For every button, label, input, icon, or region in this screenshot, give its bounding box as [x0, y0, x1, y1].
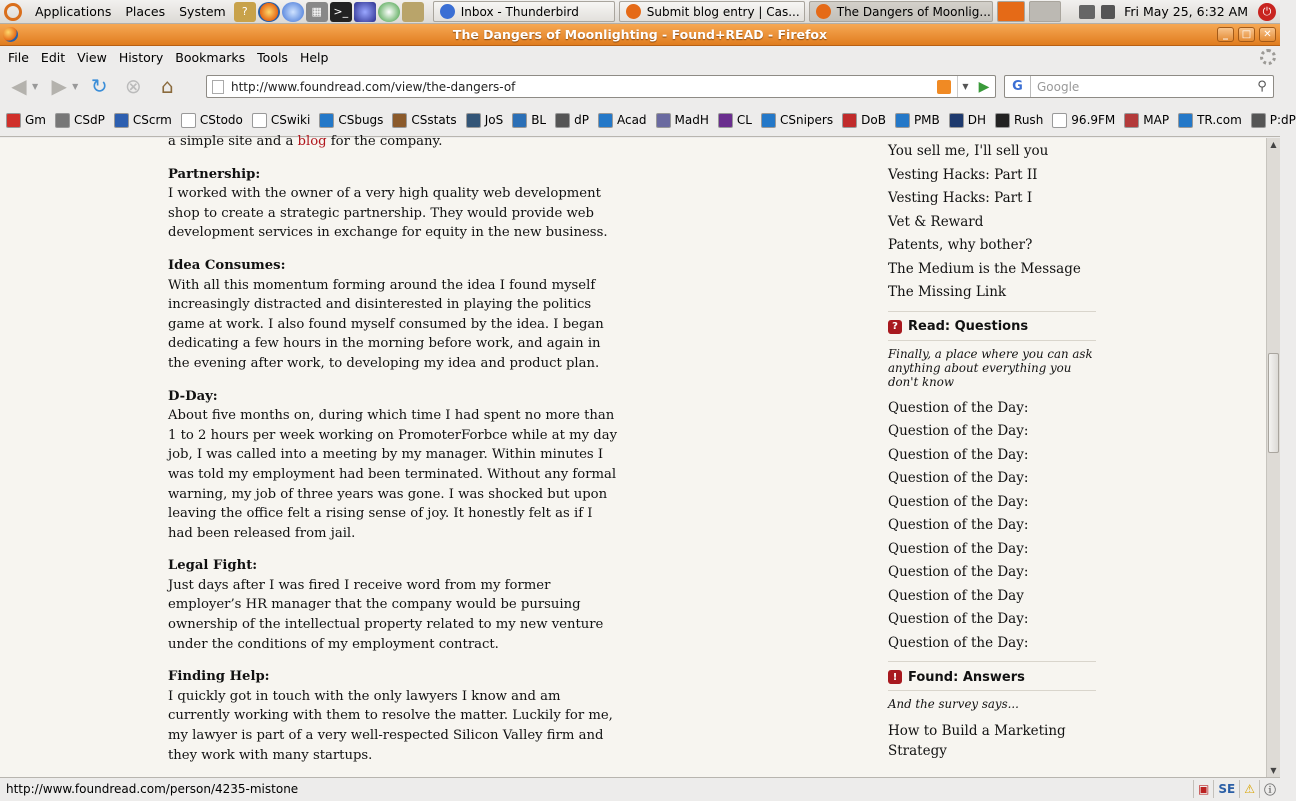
section-heading: Finding Help: — [168, 669, 270, 685]
question-link[interactable]: Question of the Day: — [888, 611, 1029, 627]
article-section — [168, 256, 618, 374]
forward-history-dropdown-icon[interactable]: ▼ — [72, 81, 79, 91]
vertical-scrollbar[interactable] — [1266, 138, 1280, 777]
panel-menu-system[interactable]: System — [179, 4, 226, 19]
stop-icon[interactable]: ⊗ — [124, 74, 142, 98]
seo-addon-icon[interactable]: SE — [1213, 780, 1239, 798]
menu-help[interactable]: Help — [299, 49, 329, 65]
network-icon[interactable] — [1079, 5, 1095, 19]
bookmark-favicon-icon — [392, 113, 407, 128]
answer-link[interactable]: How to Build a Marketing Strategy — [888, 723, 1066, 759]
bookmark-pmb[interactable]: PMB — [895, 113, 940, 128]
section-heading: Idea Consumes: — [168, 257, 286, 273]
bookmark-dob[interactable]: DoB — [842, 113, 886, 128]
power-icon[interactable]: ⏻ — [1258, 3, 1276, 21]
taskbar-submit-blog[interactable]: Submit blog entry | Cas... — [619, 1, 805, 22]
article-section — [168, 667, 618, 765]
question-link[interactable]: Question of the Day: — [888, 470, 1029, 486]
thunderbird-launcher-icon[interactable] — [282, 2, 304, 22]
archive-launcher-icon[interactable] — [402, 2, 424, 22]
sidebar-post-link[interactable]: The Missing Link — [888, 284, 1007, 300]
thunderbird-icon — [440, 4, 455, 19]
eclipse-launcher-icon[interactable] — [354, 2, 376, 22]
taskbar-empty-slot[interactable] — [1029, 1, 1061, 22]
rss-feed-icon[interactable] — [937, 80, 951, 94]
bookmark-bl[interactable]: BL — [512, 113, 546, 128]
section-heading: Partnership: — [168, 166, 261, 182]
status-text: http://www.foundread.com/person/4235-mistone — [6, 782, 299, 796]
questions-description: Finally, a place where you can ask anything about everything you don't know — [888, 346, 1093, 389]
article-section — [168, 165, 618, 243]
terminal-launcher-icon[interactable]: >_ — [330, 2, 352, 22]
section-text: I quickly got in touch with the only lawyers I know and am currently working with them to resolve the matter. Luckily for me, my lawyer is part of a very well-respected Silicon Valley firm and they work with many startups. — [168, 688, 613, 763]
bookmark-madh[interactable]: MadH — [656, 113, 709, 128]
bookmark-favicon-icon — [6, 113, 21, 128]
answers-heading: ! Found: Answers — [888, 661, 1096, 691]
question-link[interactable]: Question of the Day: — [888, 423, 1029, 439]
sidebar-post-link[interactable]: You sell me, I'll sell you — [888, 143, 1049, 159]
bookmark-96-9fm[interactable]: 96.9FM — [1052, 113, 1115, 128]
bookmark-favicon-icon — [512, 113, 527, 128]
panel-menu-applications[interactable]: Applications — [35, 4, 112, 19]
bookmark-favicon-icon — [1124, 113, 1139, 128]
question-link[interactable]: Question of the Day: — [888, 446, 1029, 463]
question-link[interactable]: Question of the Day: — [888, 540, 1029, 557]
status-bar — [0, 777, 1280, 800]
bookmark-favicon-icon — [55, 113, 70, 128]
menu-tools[interactable]: Tools — [257, 49, 288, 65]
menu-edit[interactable]: Edit — [40, 49, 66, 65]
search-icon[interactable]: ⚲ — [1257, 79, 1267, 94]
section-text: About five months on, during which time I had spent no more than 1 to 2 hours per week working on PromoterForbce while at my day job, I was called into a meeting by my manager. Within minutes I was told my employment had been terminated. Without any formal warning, my job of three years was gone. I was shocked but upon leaving the office felt a rising sense of joy. It honestly felt as if I had been released from jail. — [168, 408, 618, 541]
bookmark-dp[interactable]: dP — [555, 113, 589, 128]
section-text: Just days after I was fired I receive word from my former employer’s HR manager that the company would be pursuing ownership of the intellectual property related to my new venture under the conditions of my employment contract. — [168, 577, 604, 652]
bookmark-favicon-icon — [895, 113, 910, 128]
menu-file[interactable]: File — [8, 49, 29, 65]
bookmark-csnipers[interactable]: CSnipers — [761, 113, 833, 128]
bookmark-cswiki[interactable]: CSwiki — [252, 113, 310, 128]
bookmark-csbugs[interactable]: CSbugs — [319, 113, 383, 128]
question-mark-icon: ? — [888, 320, 902, 334]
sidebar-post-link[interactable]: Vesting Hacks: Part II — [888, 166, 1038, 183]
warning-icon[interactable]: ⚠ — [1239, 780, 1259, 798]
firefox-icon — [816, 4, 831, 19]
bookmark-csdp[interactable]: CSdP — [55, 113, 105, 128]
bookmark-jos[interactable]: JoS — [466, 113, 504, 128]
bookmark-favicon-icon — [252, 113, 267, 128]
go-button[interactable]: ▶ — [978, 78, 990, 95]
bookmark-dh[interactable]: DH — [949, 113, 986, 128]
sidebar-post-link[interactable]: Vet & Reward — [888, 213, 984, 230]
article-body — [168, 134, 618, 778]
scroll-up-arrow-icon[interactable]: ▲ — [1270, 140, 1277, 149]
bookmark-favicon-icon — [181, 113, 196, 128]
bookmark-favicon-icon — [656, 113, 671, 128]
scrollbar-thumb[interactable] — [1268, 353, 1279, 453]
blog-link[interactable]: blog — [297, 134, 327, 149]
sidebar — [888, 142, 1096, 761]
info-icon[interactable]: ⓘ — [1259, 780, 1280, 798]
menu-bookmarks[interactable]: Bookmarks — [175, 49, 246, 65]
scroll-down-arrow-icon[interactable]: ▼ — [1270, 766, 1277, 775]
page-content — [0, 134, 1266, 777]
bookmark-favicon-icon — [1251, 113, 1266, 128]
exclamation-icon: ! — [888, 670, 902, 684]
clock[interactable]: Fri May 25, 6:32 AM — [1124, 4, 1248, 19]
search-input[interactable]: Google — [1037, 79, 1080, 94]
back-button[interactable]: ◀ — [11, 74, 27, 98]
question-link[interactable]: Question of the Day: — [888, 517, 1029, 533]
url-bar[interactable] — [206, 75, 996, 98]
top-panel — [0, 0, 1280, 24]
question-link[interactable]: Question of the Day: — [888, 493, 1029, 510]
question-link[interactable]: Question of the Day: — [888, 564, 1029, 580]
menu-history[interactable]: History — [118, 49, 164, 65]
bookmark-favicon-icon — [949, 113, 964, 128]
bookmark-favicon-icon — [466, 113, 481, 128]
bookmark-favicon-icon — [555, 113, 570, 128]
panel-menu-places[interactable]: Places — [125, 4, 166, 19]
menu-bar — [0, 46, 1280, 68]
bookmark-favicon-icon — [995, 113, 1010, 128]
bookmark-tr-com[interactable]: TR.com — [1178, 113, 1242, 128]
forward-button[interactable]: ▶ — [51, 74, 67, 98]
search-bar[interactable] — [1004, 75, 1274, 98]
taskbar-firefox-mini[interactable] — [997, 1, 1025, 22]
bookmark-favicon-icon — [718, 113, 733, 128]
back-history-dropdown-icon[interactable]: ▼ — [32, 81, 39, 91]
section-heading: Legal Fight: — [168, 558, 258, 574]
bookmark-favicon-icon — [114, 113, 129, 128]
questions-heading: ? Read: Questions — [888, 311, 1096, 341]
home-icon[interactable]: ⌂ — [160, 74, 174, 98]
sidebar-post-link[interactable]: Patents, why bother? — [888, 237, 1033, 253]
taskbar-thunderbird[interactable]: Inbox - Thunderbird — [433, 1, 615, 22]
page-icon — [212, 80, 224, 94]
window-titlebar — [0, 24, 1280, 46]
pidgin-launcher-icon[interactable] — [378, 2, 400, 22]
bookmark-favicon-icon — [598, 113, 613, 128]
window-title: The Dangers of Moonlighting - Found+READ - Firefox — [452, 27, 828, 42]
google-engine-icon[interactable]: G — [1005, 76, 1031, 97]
ubuntu-logo-icon[interactable] — [4, 3, 22, 21]
bookmark-acad[interactable]: Acad — [598, 113, 647, 128]
answers-description: And the survey says... — [888, 697, 1019, 711]
bookmark-p-dp[interactable]: P:dP — [1251, 113, 1296, 128]
section-heading: D-Day: — [168, 388, 218, 404]
question-link[interactable]: Question of the Day: — [888, 634, 1029, 651]
menu-view[interactable]: View — [77, 49, 107, 65]
navigation-toolbar — [0, 68, 1280, 104]
section-text: With all this momentum forming around the idea I found myself increasingly distracted and disinterested in playing the politics game at work. I also found myself consumed by the idea. I began dedicating a few hours in the morning before work, and again in the evening after work, to developing my idea and product plan. — [168, 277, 604, 371]
article-section — [168, 387, 618, 544]
system-tray — [1076, 0, 1280, 24]
taskbar-dangers-moonlighting[interactable]: The Dangers of Moonlig... — [809, 1, 993, 22]
maximize-button[interactable]: □ — [1238, 27, 1255, 42]
question-link[interactable]: Question of the Day: — [888, 399, 1029, 416]
firefox-icon — [626, 4, 641, 19]
article-section — [168, 556, 618, 654]
minimize-button[interactable]: _ — [1217, 27, 1234, 42]
intro-paragraph: a simple site and a blog for the company. — [168, 134, 443, 149]
reload-icon[interactable]: ↻ — [90, 74, 108, 98]
help-launcher-icon[interactable]: ? — [234, 2, 256, 22]
bookmark-favicon-icon — [1052, 113, 1067, 128]
calculator-launcher-icon[interactable]: ▦ — [306, 2, 328, 22]
firefox-launcher-icon[interactable] — [258, 2, 280, 22]
flag-addon-icon[interactable]: ▣ — [1193, 780, 1213, 798]
volume-icon[interactable] — [1101, 5, 1115, 19]
sidebar-post-link[interactable]: The Medium is the Message — [888, 260, 1081, 277]
close-button[interactable]: ✕ — [1259, 27, 1276, 42]
sidebar-post-link[interactable]: Vesting Hacks: Part I — [888, 190, 1033, 206]
bookmark-favicon-icon — [319, 113, 334, 128]
bookmark-favicon-icon — [761, 113, 776, 128]
bookmark-favicon-icon — [1178, 113, 1193, 128]
bookmark-cl[interactable]: CL — [718, 113, 752, 128]
bookmark-rush[interactable]: Rush — [995, 113, 1043, 128]
url-input[interactable]: http://www.foundread.com/view/the-dangers-of — [231, 79, 516, 94]
question-link[interactable]: Question of the Day — [888, 587, 1024, 604]
bookmark-favicon-icon — [842, 113, 857, 128]
bookmark-cscrm[interactable]: CScrm — [114, 113, 172, 128]
section-text: I worked with the owner of a very high quality web development shop to create a strategic partnership. They would provide web development services in exchange for equity in the new business. — [168, 186, 608, 241]
throbber-icon — [1260, 49, 1276, 65]
bookmark-csstats[interactable]: CSstats — [392, 113, 456, 128]
firefox-icon[interactable] — [3, 27, 18, 42]
bookmark-cstodo[interactable]: CStodo — [181, 113, 243, 128]
url-dropdown-icon[interactable]: ▼ — [957, 76, 973, 97]
bookmark-map[interactable]: MAP — [1124, 113, 1169, 128]
bookmark-gm[interactable]: Gm — [6, 113, 46, 128]
